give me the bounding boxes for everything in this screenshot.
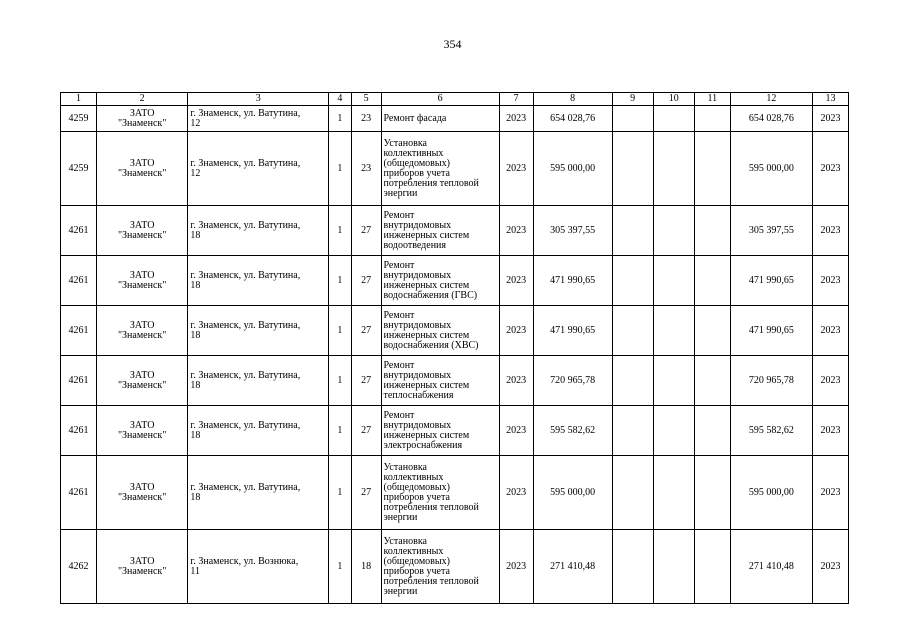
cell-municipality: ЗАТО "Знаменск" bbox=[96, 256, 187, 306]
cell-id: 4261 bbox=[61, 206, 97, 256]
column-header-8: 8 bbox=[533, 93, 612, 106]
cell-total: 654 028,76 bbox=[730, 106, 812, 132]
cell-id: 4261 bbox=[61, 456, 97, 530]
cell-id: 4261 bbox=[61, 406, 97, 456]
cell-end-year: 2023 bbox=[812, 530, 848, 604]
column-header-3: 3 bbox=[188, 93, 329, 106]
cell-col9 bbox=[612, 356, 653, 406]
cell-col4: 1 bbox=[329, 406, 352, 456]
table-row bbox=[61, 530, 849, 604]
cell-col11 bbox=[694, 132, 730, 206]
column-header-7: 7 bbox=[499, 93, 533, 106]
cell-end-year: 2023 bbox=[812, 406, 848, 456]
cell-col11 bbox=[694, 206, 730, 256]
cell-total: 471 990,65 bbox=[730, 306, 812, 356]
cell-address: г. Знаменск, ул. Ватутина, 18 bbox=[188, 356, 329, 406]
cell-address: г. Знаменск, ул. Ватутина, 12 bbox=[188, 106, 329, 132]
table-row bbox=[61, 256, 849, 306]
cell-col5: 27 bbox=[351, 206, 381, 256]
cell-total: 471 990,65 bbox=[730, 256, 812, 306]
table-row bbox=[61, 206, 849, 256]
cell-address: г. Знаменск, ул. Ватутина, 12 bbox=[188, 132, 329, 206]
column-header-6: 6 bbox=[381, 93, 499, 106]
cell-cost: 305 397,55 bbox=[533, 206, 612, 256]
cell-year: 2023 bbox=[499, 132, 533, 206]
cell-year: 2023 bbox=[499, 206, 533, 256]
cell-cost: 595 582,62 bbox=[533, 406, 612, 456]
cell-col11 bbox=[694, 530, 730, 604]
cell-end-year: 2023 bbox=[812, 356, 848, 406]
cell-id: 4261 bbox=[61, 256, 97, 306]
cell-col11 bbox=[694, 356, 730, 406]
cell-col9 bbox=[612, 406, 653, 456]
column-header-1: 1 bbox=[61, 93, 97, 106]
cell-municipality: ЗАТО "Знаменск" bbox=[96, 306, 187, 356]
cell-total: 595 000,00 bbox=[730, 456, 812, 530]
cell-cost: 271 410,48 bbox=[533, 530, 612, 604]
cell-col11 bbox=[694, 256, 730, 306]
cell-id: 4261 bbox=[61, 356, 97, 406]
cell-work-type: Ремонт фасада bbox=[381, 106, 499, 132]
cell-total: 720 965,78 bbox=[730, 356, 812, 406]
table-row bbox=[61, 106, 849, 132]
column-header-10: 10 bbox=[653, 93, 694, 106]
cell-cost: 720 965,78 bbox=[533, 356, 612, 406]
cell-col10 bbox=[653, 306, 694, 356]
cell-end-year: 2023 bbox=[812, 256, 848, 306]
cell-cost: 654 028,76 bbox=[533, 106, 612, 132]
cell-col4: 1 bbox=[329, 456, 352, 530]
column-header-11: 11 bbox=[694, 93, 730, 106]
cell-col5: 27 bbox=[351, 306, 381, 356]
cell-municipality: ЗАТО "Знаменск" bbox=[96, 456, 187, 530]
column-header-4: 4 bbox=[329, 93, 352, 106]
cell-work-type: Ремонт внутридомовых инженерных систем водоснабжения (ГВС) bbox=[381, 256, 499, 306]
cell-year: 2023 bbox=[499, 106, 533, 132]
cell-id: 4259 bbox=[61, 132, 97, 206]
cell-address: г. Знаменск, ул. Ватутина, 18 bbox=[188, 206, 329, 256]
table-row bbox=[61, 306, 849, 356]
cell-col10 bbox=[653, 530, 694, 604]
cell-col9 bbox=[612, 306, 653, 356]
cell-municipality: ЗАТО "Знаменск" bbox=[96, 356, 187, 406]
cell-municipality: ЗАТО "Знаменск" bbox=[96, 406, 187, 456]
cell-end-year: 2023 bbox=[812, 456, 848, 530]
cell-end-year: 2023 bbox=[812, 306, 848, 356]
cell-municipality: ЗАТО "Знаменск" bbox=[96, 206, 187, 256]
cell-col11 bbox=[694, 456, 730, 530]
cell-col9 bbox=[612, 530, 653, 604]
cell-col4: 1 bbox=[329, 106, 352, 132]
cell-col11 bbox=[694, 406, 730, 456]
cell-col11 bbox=[694, 106, 730, 132]
cell-work-type: Ремонт внутридомовых инженерных систем водоотведения bbox=[381, 206, 499, 256]
cell-col5: 23 bbox=[351, 132, 381, 206]
cell-year: 2023 bbox=[499, 306, 533, 356]
cell-address: г. Знаменск, ул. Ватутина, 18 bbox=[188, 406, 329, 456]
cell-address: г. Знаменск, ул. Ватутина, 18 bbox=[188, 456, 329, 530]
cell-col10 bbox=[653, 456, 694, 530]
cell-col9 bbox=[612, 206, 653, 256]
cell-year: 2023 bbox=[499, 456, 533, 530]
cell-col4: 1 bbox=[329, 132, 352, 206]
header-row bbox=[61, 93, 849, 106]
page-number: 354 bbox=[443, 37, 462, 51]
cell-col10 bbox=[653, 106, 694, 132]
cell-total: 595 000,00 bbox=[730, 132, 812, 206]
cell-work-type: Ремонт внутридомовых инженерных систем теплоснабжения bbox=[381, 356, 499, 406]
cell-col9 bbox=[612, 106, 653, 132]
cell-col10 bbox=[653, 206, 694, 256]
cell-year: 2023 bbox=[499, 530, 533, 604]
column-header-13: 13 bbox=[812, 93, 848, 106]
cell-end-year: 2023 bbox=[812, 106, 848, 132]
table-row bbox=[61, 406, 849, 456]
cell-col11 bbox=[694, 306, 730, 356]
cell-work-type: Установка коллективных (общедомовых) приборов учета потребления тепловой энергии bbox=[381, 530, 499, 604]
cell-id: 4262 bbox=[61, 530, 97, 604]
cell-col5: 27 bbox=[351, 256, 381, 306]
cell-work-type: Ремонт внутридомовых инженерных систем электроснабжения bbox=[381, 406, 499, 456]
column-header-9: 9 bbox=[612, 93, 653, 106]
cell-total: 271 410,48 bbox=[730, 530, 812, 604]
column-header-5: 5 bbox=[351, 93, 381, 106]
cell-municipality: ЗАТО "Знаменск" bbox=[96, 132, 187, 206]
cell-col4: 1 bbox=[329, 356, 352, 406]
cell-year: 2023 bbox=[499, 406, 533, 456]
cell-col10 bbox=[653, 256, 694, 306]
cell-id: 4261 bbox=[61, 306, 97, 356]
cell-total: 305 397,55 bbox=[730, 206, 812, 256]
cell-col5: 23 bbox=[351, 106, 381, 132]
cell-cost: 595 000,00 bbox=[533, 456, 612, 530]
cell-col5: 18 bbox=[351, 530, 381, 604]
table-row bbox=[61, 356, 849, 406]
cell-address: г. Знаменск, ул. Ватутина, 18 bbox=[188, 306, 329, 356]
cell-col5: 27 bbox=[351, 456, 381, 530]
table-row bbox=[61, 456, 849, 530]
cell-col10 bbox=[653, 132, 694, 206]
cell-col4: 1 bbox=[329, 306, 352, 356]
register-table bbox=[60, 92, 849, 604]
cell-work-type: Установка коллективных (общедомовых) приборов учета потребления тепловой энергии bbox=[381, 456, 499, 530]
cell-col5: 27 bbox=[351, 406, 381, 456]
cell-work-type: Ремонт внутридомовых инженерных систем водоснабжения (ХВС) bbox=[381, 306, 499, 356]
cell-col4: 1 bbox=[329, 206, 352, 256]
cell-col10 bbox=[653, 406, 694, 456]
cell-col10 bbox=[653, 356, 694, 406]
cell-col4: 1 bbox=[329, 530, 352, 604]
column-header-12: 12 bbox=[730, 93, 812, 106]
cell-end-year: 2023 bbox=[812, 132, 848, 206]
cell-work-type: Установка коллективных (общедомовых) приборов учета потребления тепловой энергии bbox=[381, 132, 499, 206]
cell-col9 bbox=[612, 456, 653, 530]
column-header-2: 2 bbox=[96, 93, 187, 106]
cell-col9 bbox=[612, 256, 653, 306]
table-body bbox=[61, 106, 849, 604]
cell-address: г. Знаменск, ул. Вознюка, 11 bbox=[188, 530, 329, 604]
cell-col9 bbox=[612, 132, 653, 206]
cell-year: 2023 bbox=[499, 356, 533, 406]
cell-total: 595 582,62 bbox=[730, 406, 812, 456]
cell-col5: 27 bbox=[351, 356, 381, 406]
table-row bbox=[61, 132, 849, 206]
cell-cost: 471 990,65 bbox=[533, 256, 612, 306]
cell-cost: 471 990,65 bbox=[533, 306, 612, 356]
cell-end-year: 2023 bbox=[812, 206, 848, 256]
cell-year: 2023 bbox=[499, 256, 533, 306]
cell-cost: 595 000,00 bbox=[533, 132, 612, 206]
cell-col4: 1 bbox=[329, 256, 352, 306]
cell-municipality: ЗАТО "Знаменск" bbox=[96, 106, 187, 132]
cell-municipality: ЗАТО "Знаменск" bbox=[96, 530, 187, 604]
cell-id: 4259 bbox=[61, 106, 97, 132]
cell-address: г. Знаменск, ул. Ватутина, 18 bbox=[188, 256, 329, 306]
